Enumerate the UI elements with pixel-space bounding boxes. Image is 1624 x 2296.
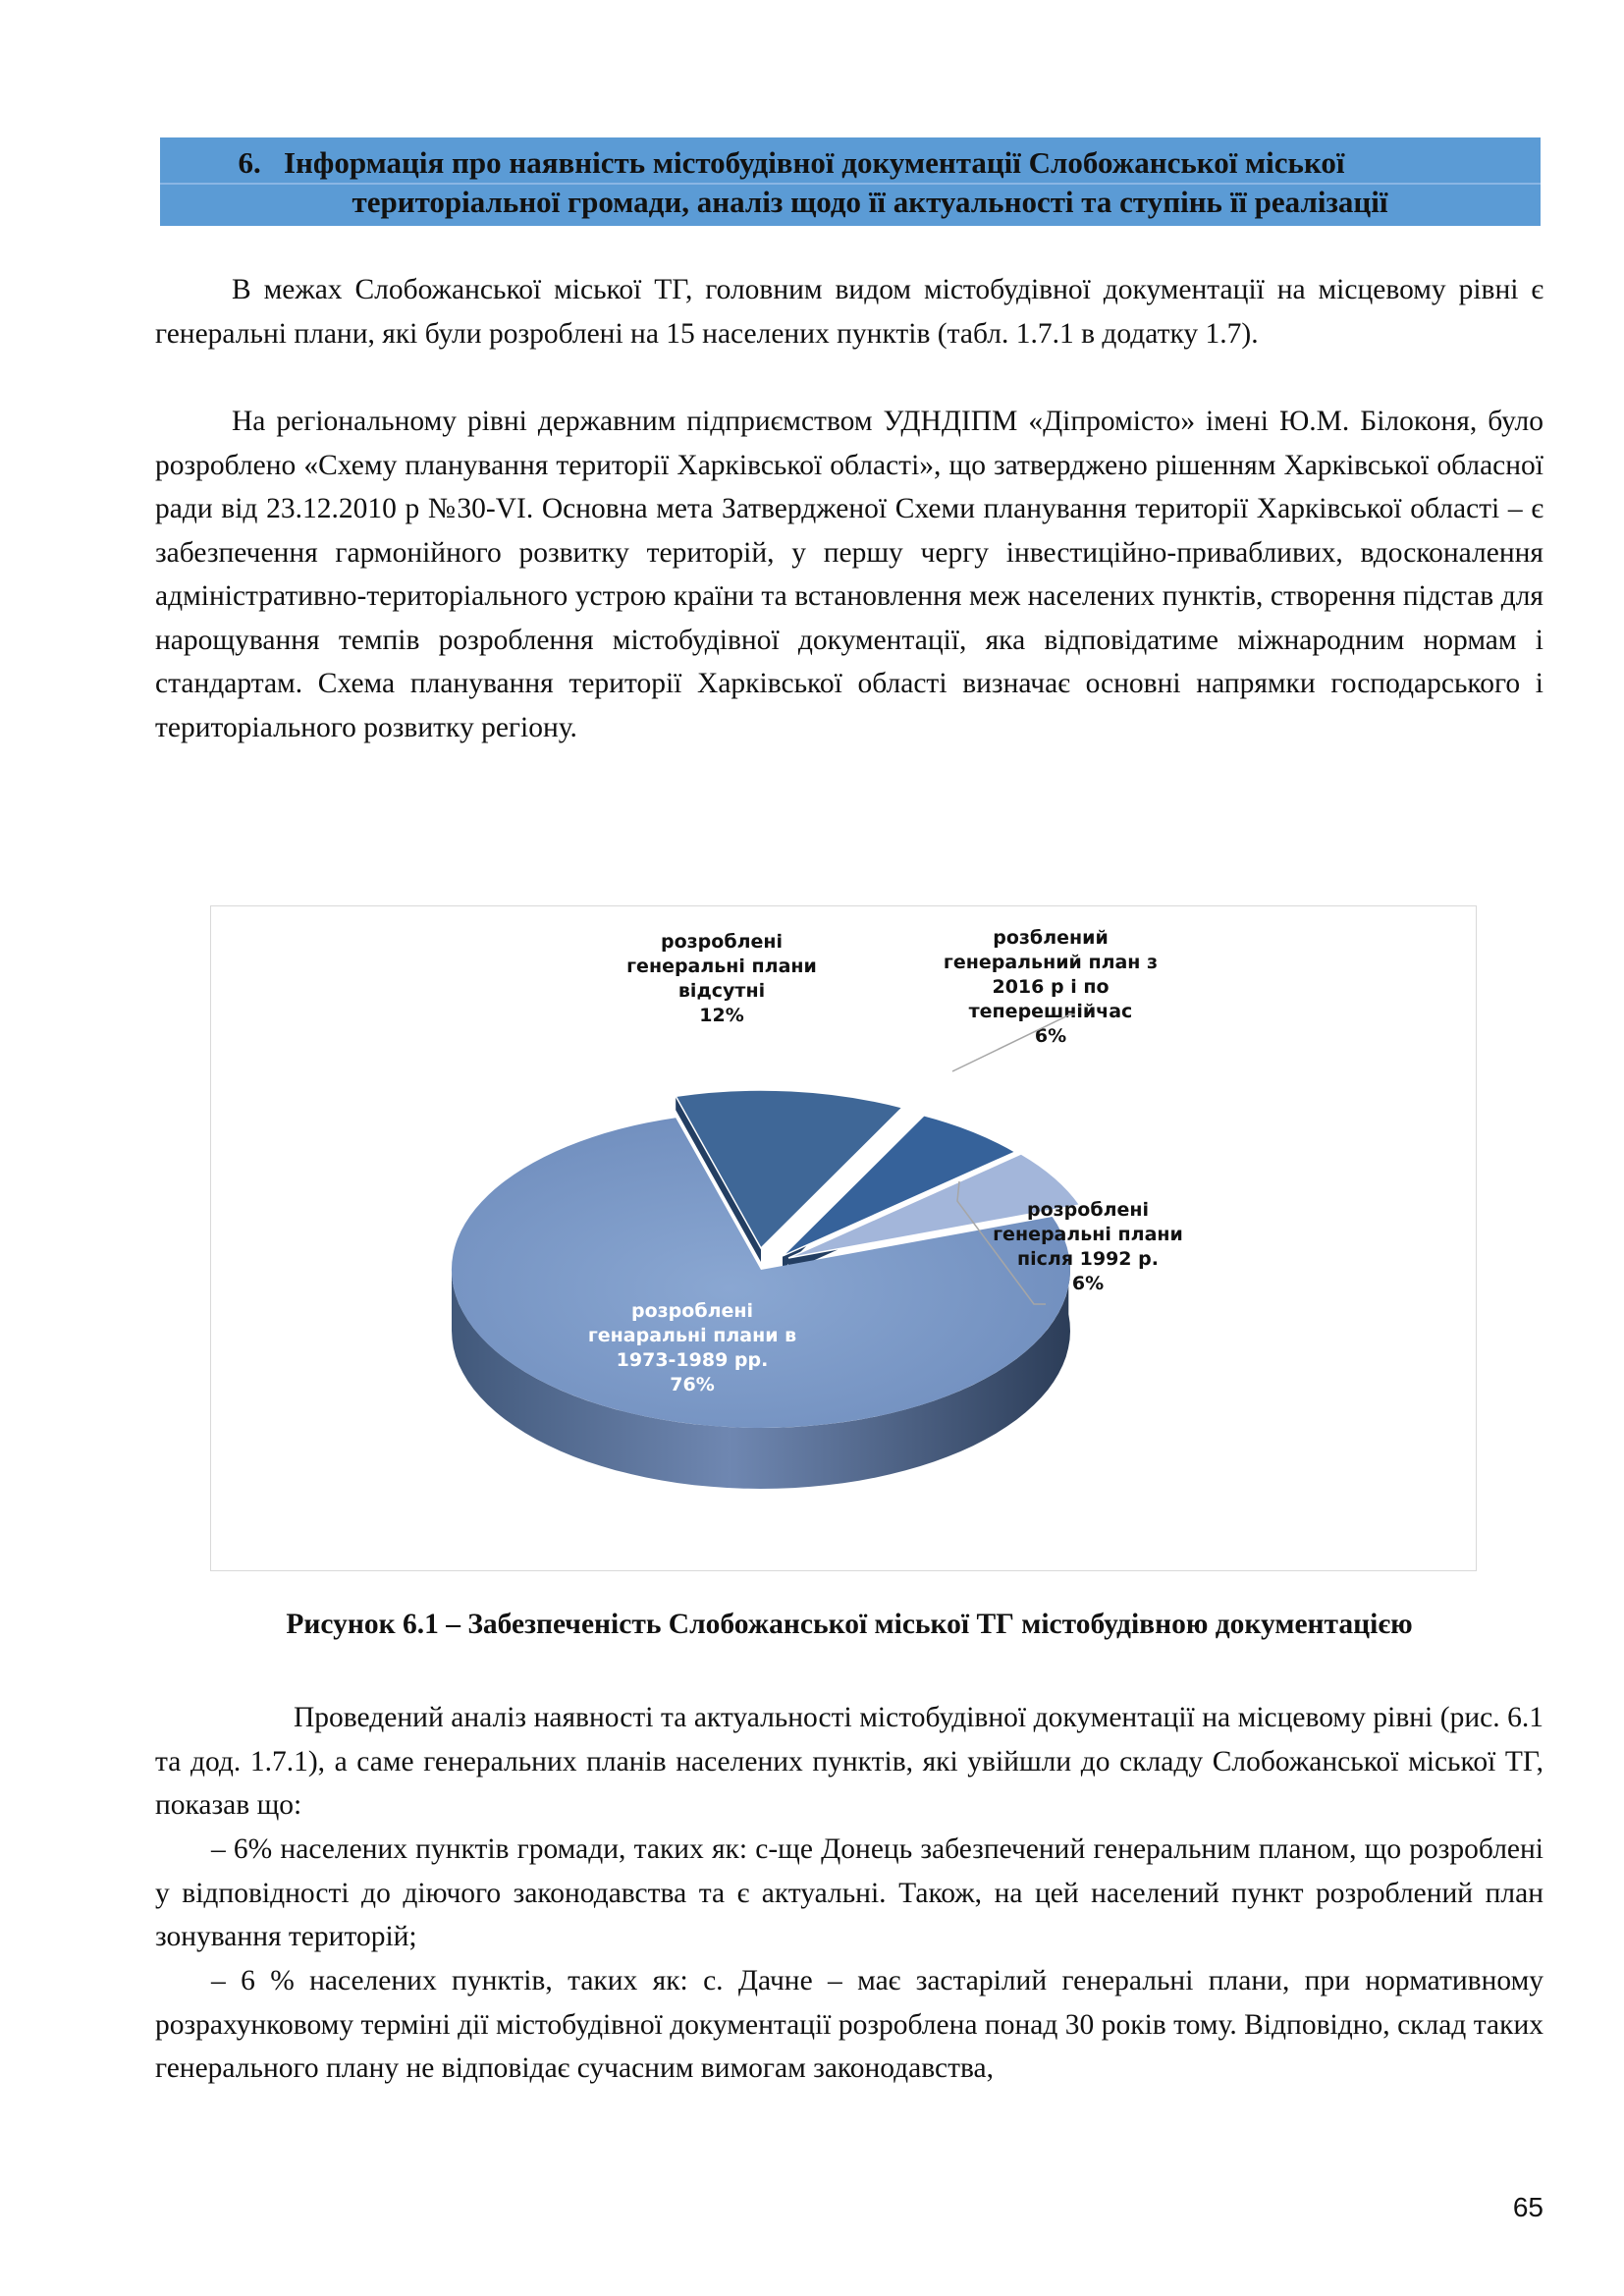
pie-slice-label-2: 2016 р і по (992, 976, 1110, 998)
pie-slice-label-1: відсутні (677, 980, 766, 1002)
pie-slice-label-2: розблений (993, 927, 1109, 949)
pie-slice-label-1: розроблені (660, 931, 784, 953)
pie-slice-percent-3: 6% (1071, 1273, 1105, 1294)
pie-slice-label-2: теперешнійчас (968, 1001, 1133, 1022)
section-title-line2: територіальної громади, аналіз щодо її актуальності та ступінь її реалізації (352, 185, 1388, 219)
paragraph-analysis: Проведений аналіз наявності та актуальності містобудівної документації на місцевому рівні (рис. 6.1 та дод. 1.7.1), а саме генеральних планів населених пунктів, які увійшли до складу Слобожанської міської ТГ, показав що: (155, 1702, 1543, 1821)
paragraph-general-plans: В межах Слобожанської міської ТГ, головним видом містобудівної документації на місцевому рівні є генеральні плани, які були розроблені на 15 населених пунктів (табл. 1.7.1 в додатку 1.7). (155, 274, 1543, 350)
pie-slice-label-3: після 1992 р. (1017, 1248, 1159, 1270)
pie-chart-svg (211, 906, 1478, 1572)
pie-slice-percent-1: 12% (699, 1005, 744, 1026)
figure-caption: Рисунок 6.1 – Забезпеченість Слобожанської міської ТГ містобудівною документацією (286, 1609, 1413, 1640)
pie-chart (210, 905, 1477, 1571)
list-item-donets: – 6% населених пунктів громади, таких як: с-ще Донець забезпечений генеральним планом, що розроблені у відповідності до діючого законодавства та є актуальні. Також, на цей населений пункт розроблений план зонування територій; (155, 1833, 1543, 1952)
page-number: 65 (1512, 2192, 1543, 2222)
pie-slice-label-3: генеральні плани (993, 1224, 1183, 1245)
paragraph-regional-scheme: На регіональному рівні державним підприємством УДНДІПМ «Діпромісто» імені Ю.М. Білоконя, було розроблено «Схему планування території Харківської області», що затверджено рішенням Харківської обласної ради від 23.12.2010 р №30-VI. Основна мета Затвердженої Схеми планування території Харківської області – є забезпечення гармонійного розвитку територій, у першу чергу інвестиційно-привабливих, вдосконалення адміністративно-територіального устрою країни та встановлення меж населених пунктів, створення підстав для нарощування темпів розроблення містобудівної документації, яка відповідатиме міжнародним нормам і стандартам. Схема планування території Харківської області визначає основні напрямки господарського і територіального розвитку регіону. (155, 406, 1543, 743)
pie-slice-percent-2: 6% (1034, 1025, 1067, 1047)
pie-slice-percent-0: 76% (670, 1374, 715, 1395)
section-number: 6. (238, 145, 261, 180)
section-title-line1: Інформація про наявність містобудівної документації Слобожанської міської (283, 145, 1345, 180)
pie-slice-label-0: 1973-1989 рр. (616, 1349, 769, 1371)
pie-slice-label-2: генеральний план з (943, 952, 1159, 973)
list-item-dachne: – 6 % населених пунктів, таких як: с. Дачне – має застарілий генеральні плани, при нормативному розрахунковому терміні дії містобудівної документації розроблена понад 30 років тому. Відповідно, склад таких генерального плану не відповідає сучасним вимогам законодавства, (155, 1965, 1543, 2084)
pie-slice-label-3: розроблені (1026, 1199, 1150, 1221)
section-header (160, 137, 1541, 226)
pie-slice-label-0: розроблені (630, 1300, 754, 1322)
header-divider (160, 183, 1541, 185)
pie-slice-label-1: генеральні плани (626, 956, 817, 977)
pie-slice-label-0: генаральні плани в (587, 1325, 797, 1346)
